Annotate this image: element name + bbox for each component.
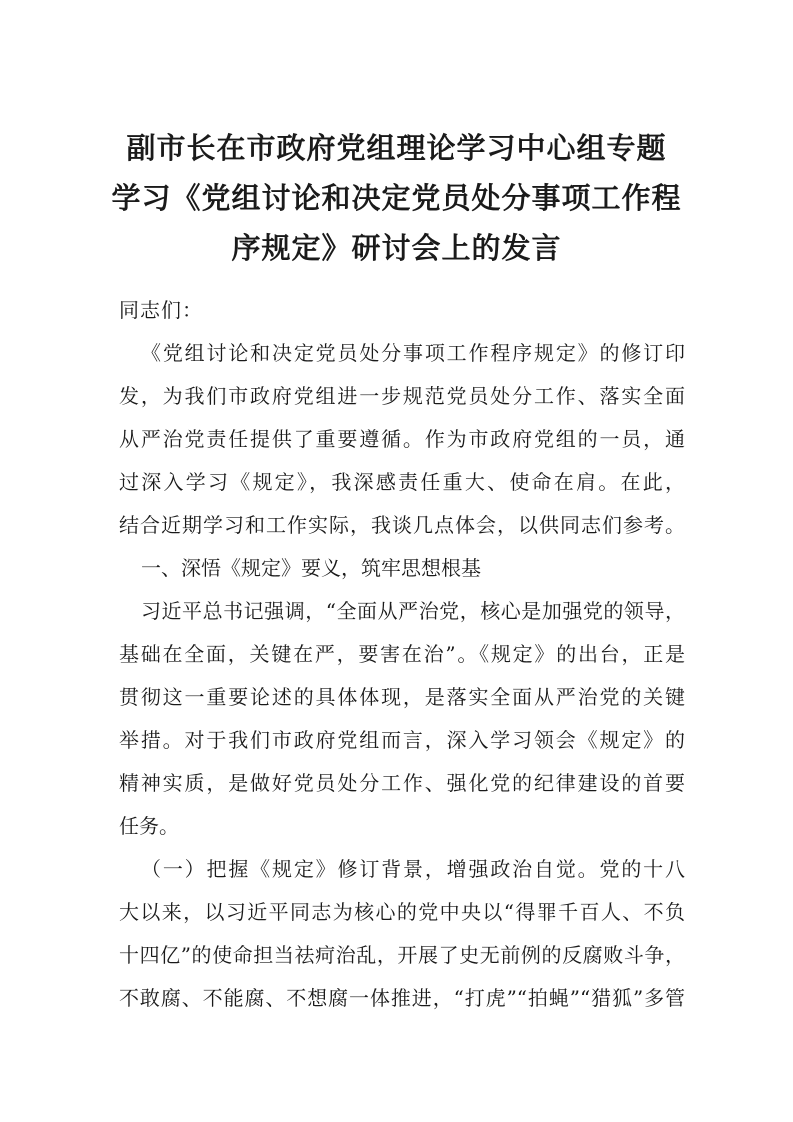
paragraph-line: 任务。 bbox=[119, 814, 179, 838]
paragraph-line: 举措。对于我们市政府党组而言，深入学习领会《规定》的 bbox=[119, 728, 685, 752]
paragraph-line: 基础在全面，关键在严，要害在治”。《规定》的出台，正是 bbox=[119, 642, 685, 666]
document-body bbox=[119, 289, 685, 1020]
paragraph-line: 从严治党责任提供了重要遵循。作为市政府党组的一员，通 bbox=[119, 427, 685, 451]
paragraph-line: 《党组讨论和决定党员处分事项工作程序规定》的修订印 bbox=[141, 341, 685, 365]
paragraph-line: 十四亿”的使命担当祛疴治乱，开展了史无前例的反腐败斗争， bbox=[119, 943, 685, 967]
paragraph-line: 习近平总书记强调，“全面从严治党，核心是加强党的领导， bbox=[141, 599, 685, 623]
paragraph-line: 结合近期学习和工作实际，我谈几点体会，以供同志们参考。 bbox=[119, 513, 685, 537]
paragraph-line: （一）把握《规定》修订背景，增强政治自觉。党的十八 bbox=[141, 857, 685, 881]
paragraph-line: 发，为我们市政府党组进一步规范党员处分工作、落实全面 bbox=[119, 384, 685, 408]
section-heading: 一、深悟《规定》要义，筑牢思想根基 bbox=[141, 556, 481, 580]
paragraph-line: 大以来，以习近平同志为核心的党中央以“得罪千百人、不负 bbox=[119, 900, 685, 924]
paragraph-line: 过深入学习《规定》，我深感责任重大、使命在肩。在此， bbox=[119, 470, 685, 494]
document-title bbox=[100, 123, 693, 273]
paragraph-line: 精神实质，是做好党员处分工作、强化党的纪律建设的首要 bbox=[119, 771, 685, 795]
title-line: 序规定》研讨会上的发言 bbox=[231, 231, 562, 265]
greeting: 同志们： bbox=[119, 298, 203, 322]
title-line: 学习《党组讨论和决定党员处分事项工作程 bbox=[111, 181, 682, 215]
paragraph-line: 贯彻这一重要论述的具体体现，是落实全面从严治党的关键 bbox=[119, 685, 685, 709]
title-line: 副市长在市政府党组理论学习中心组专题 bbox=[126, 131, 667, 165]
paragraph-line: 不敢腐、不能腐、不想腐一体推进，“打虎”“拍蝇”“猎狐”多管 bbox=[119, 986, 685, 1010]
